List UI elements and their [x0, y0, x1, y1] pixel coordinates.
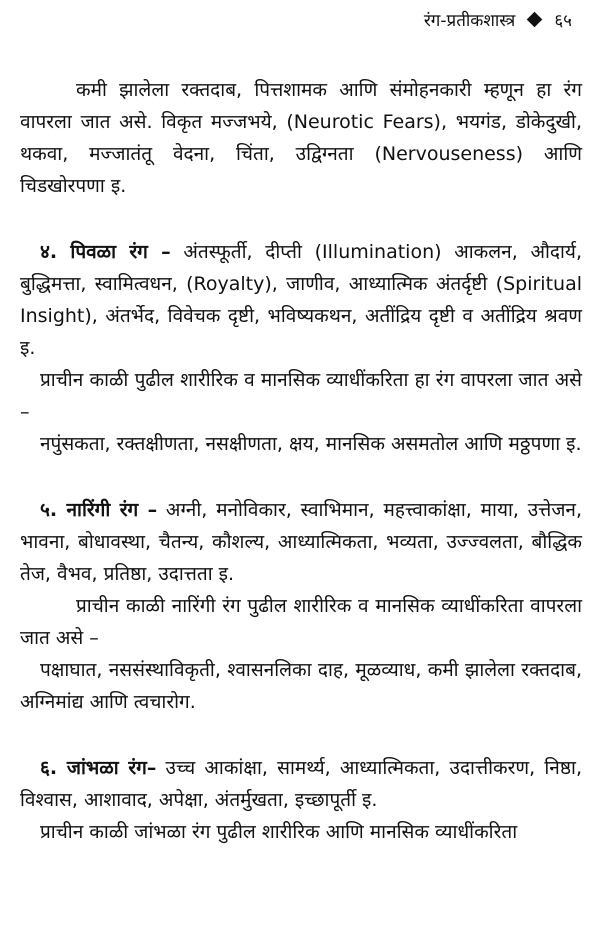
yellow-qualities: अंतस्फूर्ती, दीप्ती (Illumination) आकलन, औदार्य, बुद्धिमत्ता, स्वामित्वधन, (Royalty), जाणीव, आध्यात्मिक अंतर्दृष्टी (Spiritual Insight), अंतर्भेद, विवेचक दृष्टी, भविष्यकथन, अतींद्रिय दृष्टी व अतींद्रिय श्रवण इ. — [20, 241, 582, 359]
purple-qualities: उच्च आकांक्षा, सामर्थ्य, आध्यात्मिकता, उदात्तीकरण, निष्ठा, विश्वास, आशावाद, अपेक्षा, अंतर्मुखता, इच्छापूर्ती इ. — [20, 757, 582, 811]
diamond-icon — [527, 12, 543, 28]
running-header — [424, 8, 572, 31]
page-number: ६५ — [554, 11, 572, 31]
section-heading-orange: ५. नारिंगी रंग – — [40, 499, 158, 521]
page-body — [20, 74, 582, 848]
orange-ailments: पक्षाघात, नससंस्थाविकृती, श्वासनलिका दाह, मूळव्याध, कमी झालेला रक्तदाब, अग्निमांद्य आणि त्वचारोग. — [20, 659, 582, 713]
yellow-intro: प्राचीन काळी पुढील शारीरिक व मानसिक व्याधींकरिता हा रंग वापरला जात असे – — [20, 369, 582, 423]
section-purple — [20, 752, 582, 816]
purple-intro: प्राचीन काळी जांभळा रंग पुढील शारीरिक आणि मानसिक व्याधींकरिता — [40, 821, 518, 843]
paragraph-continued: कमी झालेला रक्तदाब, पित्तशामक आणि संमोहनकारी म्हणून हा रंग वापरला जात असे. विकृत मज्जभये, (Neurotic Fears), भयगंड, डोकेदुखी, थकवा, मज्जातंतू वेदना, चिंता, उद्विग्नता (Nervouseness) आणि चिडखोरपणा इ. — [20, 79, 582, 197]
section-heading-yellow: ४. पिवळा रंग – — [40, 241, 171, 263]
orange-qualities: अग्नी, मनोविकार, स्वाभिमान, महत्त्वाकांक्षा, माया, उत्तेजन, भावना, बोधावस्था, चैतन्य, कौशल्य, आध्यात्मिकता, भव्यता, उज्ज्वलता, बौद्धिक तेज, वैभव, प्रतिष्ठा, उदात्तता इ. — [20, 499, 582, 585]
section-heading-purple: ६. जांभळा रंग– — [40, 757, 157, 779]
section-yellow — [20, 236, 582, 364]
section-orange — [20, 494, 582, 590]
orange-intro: प्राचीन काळी नारिंगी रंग पुढील शारीरिक व मानसिक व्याधींकरिता वापरला जात असे – — [20, 595, 582, 649]
yellow-ailments: नपुंसकता, रक्तक्षीणता, नसक्षीणता, क्षय, मानसिक असमतोल आणि मठ्ठपणा इ. — [40, 433, 582, 455]
header-title: रंग-प्रतीकशास्त्र — [423, 11, 516, 31]
